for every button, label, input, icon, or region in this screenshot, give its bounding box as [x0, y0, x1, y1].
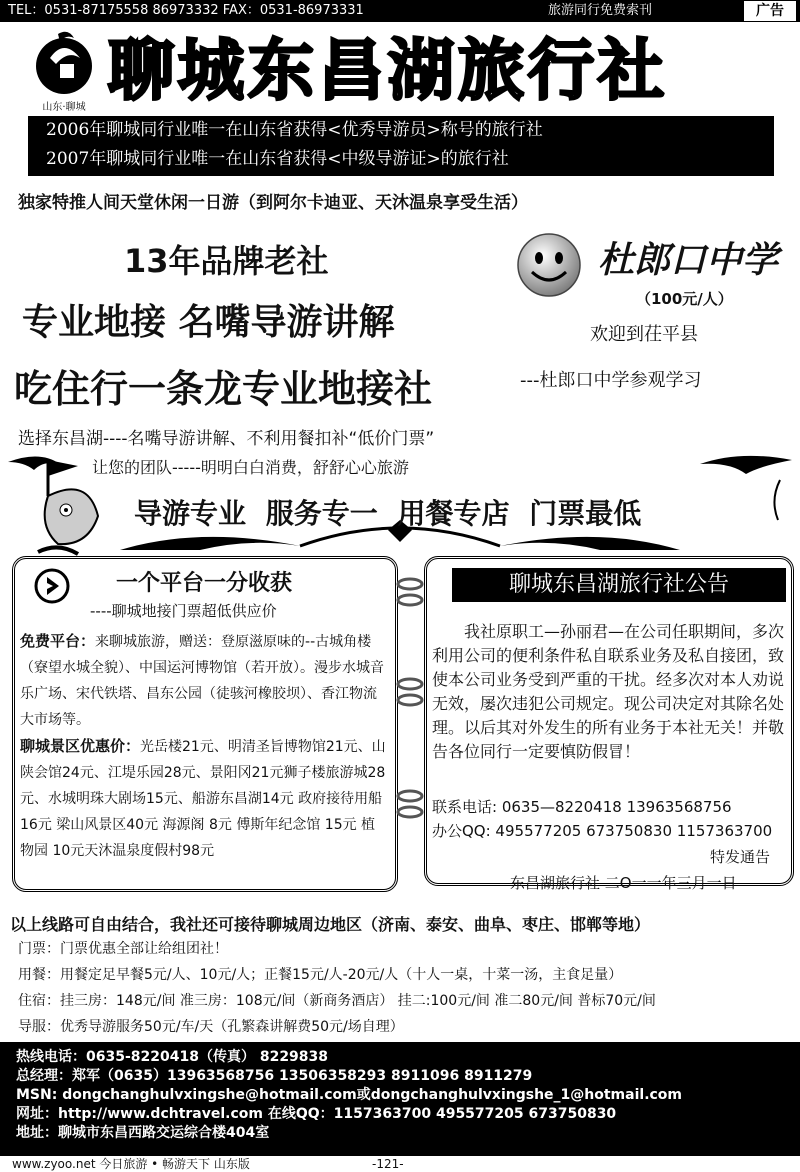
agency-logo — [28, 28, 100, 112]
contact-line: TEL：0531-87175558 86973332 FAX：0531-86973331 — [8, 3, 364, 18]
mascot-icon — [18, 456, 124, 558]
logo-caption: 山东·聊城 — [42, 102, 86, 113]
promo-line: 独家特推人间天堂休闲一日游（到阿尔卡迪亚、天沐温泉享受生活） — [18, 193, 528, 213]
top-bar — [0, 0, 800, 22]
info-tickets: 门票：门票优惠全部让给组团社！ — [18, 941, 228, 957]
footer-address: 地址：聊城市东昌西路交运综合楼404室 — [16, 1125, 270, 1141]
select-line: 选择东昌湖----名嘴导游讲解、不利用餐扣补“低价门票” — [18, 429, 435, 449]
school-price: （100元/人） — [636, 290, 733, 308]
discount-text: 光岳楼21元、明清圣旨博物馆21元、山陕会馆24元、江堤乐园28元、景阳冈21元狮子楼旅游城28元、水城明珠大剧场15元、船游东昌湖14元 政府接待用船16元 梁山风景区40元 海源阁 8元 傅斯年纪念馆 15元 植物园 10元天沐温泉度假村98元 — [20, 739, 386, 859]
publication-name: 旅游同行免费索刊 — [548, 3, 653, 18]
team-line: 让您的团队-----明明白白消费，舒舒心心旅游 — [92, 458, 409, 477]
footer-msn: MSN: dongchanghulvxingshe@hotmail.com或dongchanghulvxingshe_1@hotmail.com — [16, 1087, 683, 1103]
free-label: 免费平台： — [20, 632, 96, 650]
notice-qq: 办公QQ: 495577205 673750830 1157363700 — [432, 822, 773, 840]
bottom-bar — [0, 1156, 800, 1172]
headline-guide: 专业地接 名嘴导游讲解 — [22, 302, 395, 343]
page-number: -121- — [372, 1157, 404, 1171]
footer-web: 网址：http://www.dchtravel.com 在线QQ：1157363700 495577205 673750830 — [16, 1106, 617, 1122]
notice-date: 东昌湖旅行社 二O一一年三月一日 — [510, 874, 737, 892]
bottom-site: www.zyoo.net 今日旅游 • 畅游天下 山东版 — [12, 1157, 250, 1171]
discount-label: 聊城景区优惠价： — [20, 737, 141, 755]
arrow-right-icon — [34, 568, 70, 604]
notice-title: 聊城东昌湖旅行社公告 — [452, 568, 786, 602]
footer-hotline: 热线电话：0635-8220418（传真） 8229838 — [16, 1049, 329, 1065]
platform-title: 一个平台一分收获 — [116, 571, 293, 596]
slogan: 导游专业 服务专一 用餐专店 门票最低 — [134, 497, 642, 530]
info-guide: 导服：优秀导游服务50元/车/天（孔繁森讲解费50元/场自理） — [18, 1019, 404, 1035]
notice-tel: 联系电话: 0635—8220418 13963568756 — [432, 798, 732, 816]
visit-text: ---杜郎口中学参观学习 — [520, 370, 702, 391]
notice-body: 我社原职工—孙丽君—在公司任职期间，多次利用公司的便利条件私自联系业务及私自接团，致使本公司业务受到严重的干扰。经多次对本人劝说无效，屡次违犯公司规定。现公司决定对其除名处理。以后其对外发生的所有业务于本社无关！并敬告各位同行一定要慎防假冒！ — [432, 622, 785, 761]
info-meals: 用餐：用餐定足早餐5元/人、10元/人；正餐15元/人-20元/人（十人一桌，十菜一汤，主食足量） — [18, 967, 623, 983]
footer-manager: 总经理：郑军（0635）13963568756 13506358293 8911096 8911279 — [16, 1068, 533, 1084]
free-text: 来聊城旅游，赠送：登原滋原味的--古城角楼（寮望水城全貌）、中国运河博物馆（若开放）。漫步水城音乐广场、宋代铁塔、昌东公园（徒骇河橡胶坝）、香江物流大市场等。 — [20, 634, 384, 728]
honors-banner — [28, 116, 774, 176]
smiley-icon — [516, 232, 582, 298]
page-title: 聊城东昌湖旅行社 — [108, 32, 668, 109]
platform-details — [20, 628, 386, 864]
headline-brand: 13年品牌老社 — [124, 242, 329, 280]
footer-contacts — [0, 1042, 800, 1156]
ad-tag: 广告 — [744, 1, 796, 21]
honor-line: 2006年聊城同行业唯一在山东省获得<优秀导游员>称号的旅行社 — [46, 120, 543, 140]
platform-subtitle: ----聊城地接门票超低供应价 — [90, 602, 277, 620]
honor-line: 2007年聊城同行业唯一在山东省获得<中级导游证>的旅行社 — [46, 149, 509, 169]
logo-icon — [28, 28, 100, 98]
notice-special: 特发通告 — [710, 848, 771, 866]
welcome-text: 欢迎到茌平县 — [590, 324, 698, 345]
free-combo-line: 以上线路可自由结合，我社还可接待聊城周边地区（济南、泰安、曲阜、枣庄、邯郸等地） — [10, 915, 651, 934]
school-name: 杜郎口中学 — [598, 239, 779, 281]
headline-service: 吃住行一条龙专业地接社 — [14, 367, 433, 411]
info-lodging: 住宿：挂三房：148元/间 准三房：108元/间（新商务酒店） 挂二:100元/间 准二80元/间 普标70元/间 — [18, 993, 656, 1009]
